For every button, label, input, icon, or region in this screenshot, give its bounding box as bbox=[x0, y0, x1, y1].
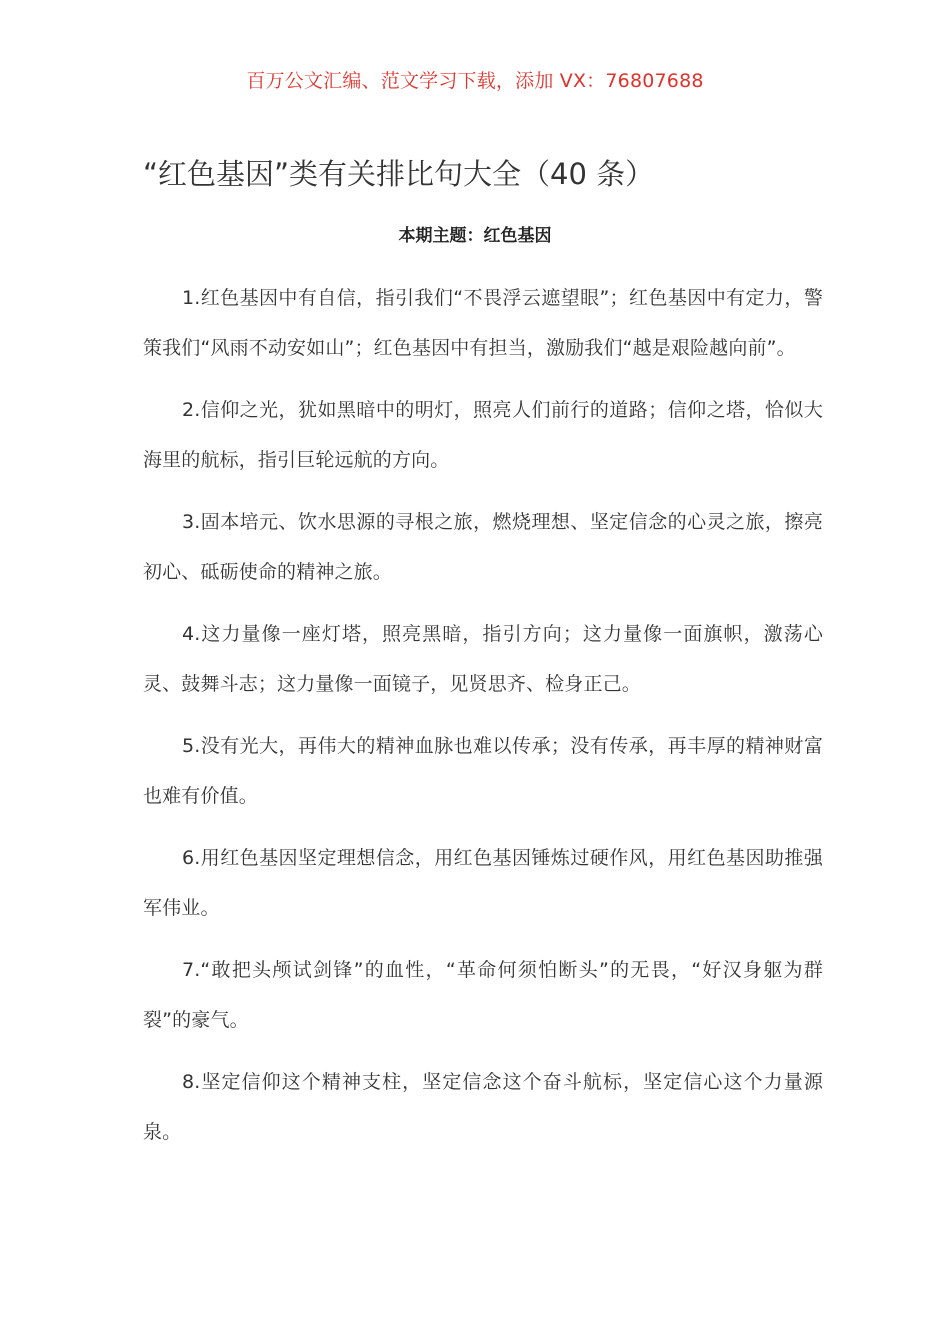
list-item: 8.坚定信仰这个精神支柱，坚定信念这个奋斗航标，坚定信心这个力量源泉。 bbox=[143, 1071, 823, 1143]
list-item: 6.用红色基因坚定理想信念，用红色基因锤炼过硬作风，用红色基因助推强军伟业。 bbox=[143, 847, 823, 919]
list-item: 5.没有光大，再伟大的精神血脉也难以传承；没有传承，再丰厚的精神财富也难有价值。 bbox=[143, 735, 823, 807]
document-title: “红色基因”类有关排比句大全（40 条） bbox=[143, 157, 655, 191]
list-item: 4.这力量像一座灯塔，照亮黑暗，指引方向；这力量像一面旗帜，激荡心灵、鼓舞斗志；这力量像一面镜子，见贤思齐、检身正己。 bbox=[143, 623, 823, 695]
document-subtitle: 本期主题：红色基因 bbox=[398, 226, 552, 246]
list-item: 2.信仰之光，犹如黑暗中的明灯，照亮人们前行的道路；信仰之塔，恰似大海里的航标，指引巨轮远航的方向。 bbox=[143, 399, 823, 471]
sentence-list bbox=[143, 273, 823, 1169]
list-item: 3.固本培元、饮水思源的寻根之旅，燃烧理想、坚定信念的心灵之旅，擦亮初心、砥砺使命的精神之旅。 bbox=[143, 511, 823, 583]
download-banner: 百万公文汇编、范文学习下载，添加 VX：76807688 bbox=[246, 70, 704, 92]
list-item: 1.红色基因中有自信，指引我们“不畏浮云遮望眼”；红色基因中有定力，警策我们“风雨不动安如山”；红色基因中有担当，激励我们“越是艰险越向前”。 bbox=[143, 287, 823, 359]
list-item: 7.“敢把头颅试剑锋”的血性，“革命何须怕断头”的无畏，“好汉身躯为群裂”的豪气。 bbox=[143, 959, 823, 1031]
